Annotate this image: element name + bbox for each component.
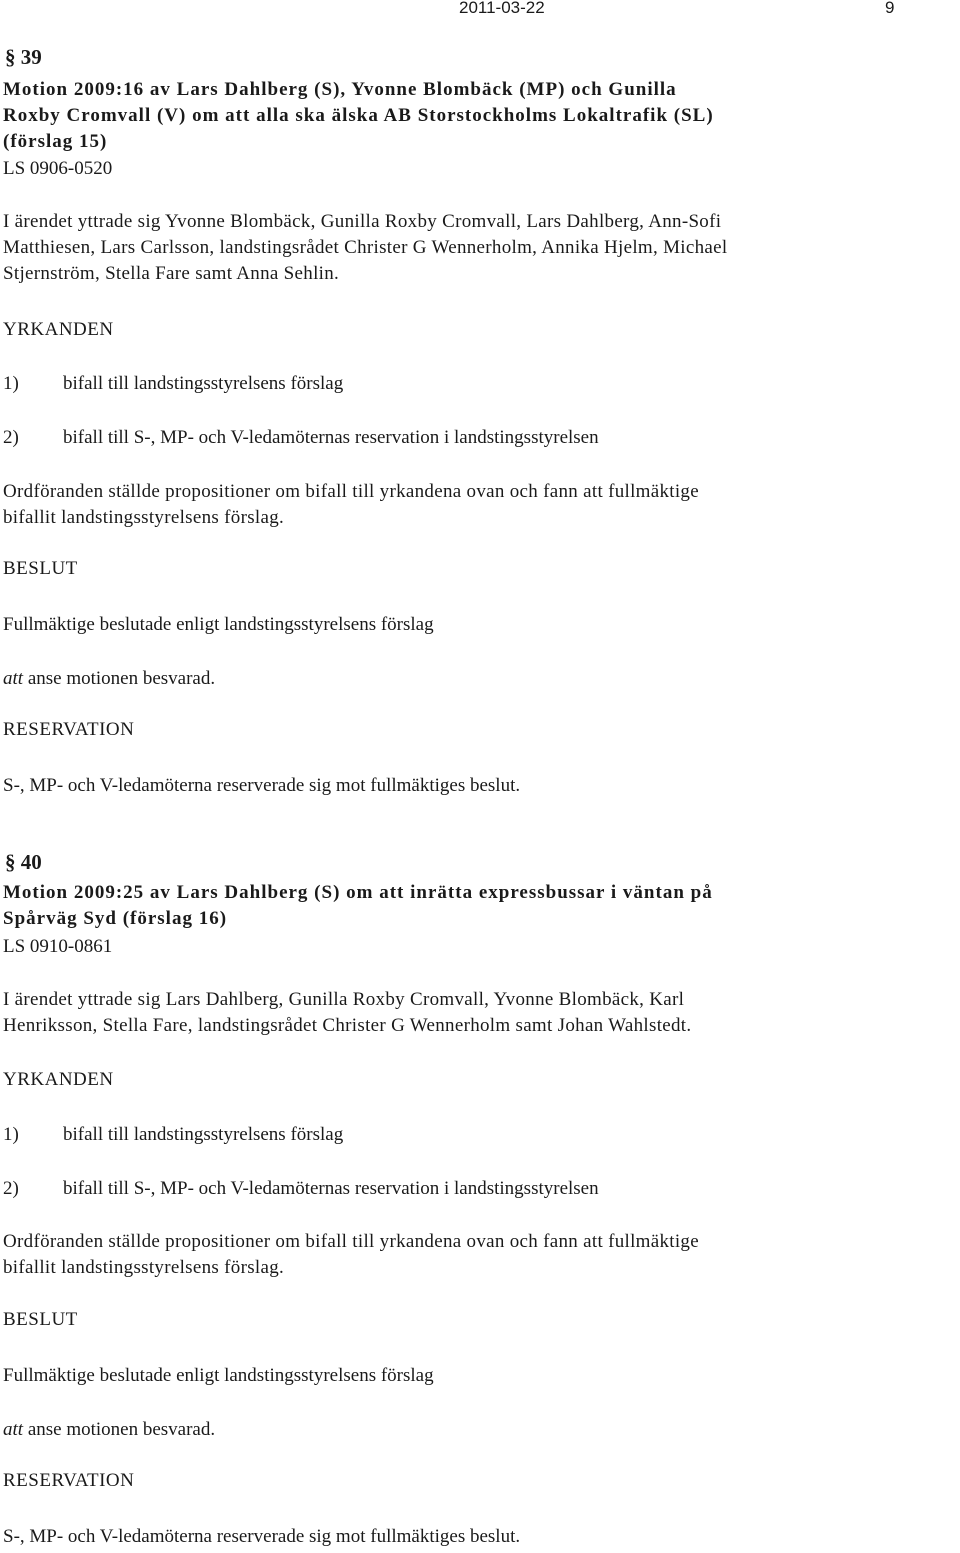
beslut-text: Fullmäktige beslutade enligt landstingsstyrelsens förslag xyxy=(3,1365,434,1386)
motion-title xyxy=(3,880,948,932)
section-number: § 40 xyxy=(5,850,42,874)
header-date: 2011-03-22 xyxy=(459,0,545,17)
page-header xyxy=(0,0,960,22)
proposition-paragraph xyxy=(3,479,948,531)
reservation-text: S-, MP- och V-ledamöterna reserverade sig mot fullmäktiges beslut. xyxy=(3,1526,521,1547)
motion-title-line: (förslag 15) xyxy=(3,131,108,152)
beslut-att-clause: att anse motionen besvarad. xyxy=(3,1419,216,1440)
beslut-heading: BESLUT xyxy=(3,1309,78,1330)
proposition-line: Ordföranden ställde propositioner om bifall till yrkandena ovan och fann att fullmäktige xyxy=(3,481,699,502)
section-number: § 39 xyxy=(5,45,42,69)
yrkanden-heading: YRKANDEN xyxy=(3,1069,114,1090)
speakers-line: Matthiesen, Lars Carlsson, landstingsrådet Christer G Wennerholm, Annika Hjelm, Michael xyxy=(3,237,728,258)
beslut-att-clause: att anse motionen besvarad. xyxy=(3,668,216,689)
motion-title xyxy=(3,77,948,155)
motion-title-line: Roxby Cromvall (V) om att alla ska älska AB Storstockholms Lokaltrafik (SL) xyxy=(3,105,714,126)
motion-title-line: Motion 2009:16 av Lars Dahlberg (S), Yvonne Blombäck (MP) och Gunilla xyxy=(3,79,677,100)
reservation-text: S-, MP- och V-ledamöterna reserverade sig mot fullmäktiges beslut. xyxy=(3,775,521,796)
speakers-paragraph xyxy=(3,209,948,287)
motion-title-line: Motion 2009:25 av Lars Dahlberg (S) om att inrätta expressbussar i väntan på xyxy=(3,882,713,903)
beslut-text: Fullmäktige beslutade enligt landstingsstyrelsens förslag xyxy=(3,614,434,635)
yrkanden-heading: YRKANDEN xyxy=(3,319,114,340)
beslut-heading: BESLUT xyxy=(3,558,78,579)
speakers-line: I ärendet yttrade sig Yvonne Blombäck, Gunilla Roxby Cromvall, Lars Dahlberg, Ann-Sofi xyxy=(3,211,722,232)
reservation-heading: RESERVATION xyxy=(3,1470,135,1491)
case-reference: LS 0906-0520 xyxy=(3,158,113,179)
proposition-paragraph xyxy=(3,1229,948,1281)
speakers-line: Henriksson, Stella Fare, landstingsrådet Christer G Wennerholm samt Johan Wahlstedt. xyxy=(3,1015,692,1036)
yrkande-item: 1) bifall till landstingsstyrelsens förslag xyxy=(3,1124,344,1145)
page-number: 9 xyxy=(885,0,895,17)
reservation-heading: RESERVATION xyxy=(3,719,135,740)
speakers-line: I ärendet yttrade sig Lars Dahlberg, Gunilla Roxby Cromvall, Yvonne Blombäck, Karl xyxy=(3,989,685,1010)
motion-title-line: Spårväg Syd (förslag 16) xyxy=(3,908,228,929)
case-reference: LS 0910-0861 xyxy=(3,936,113,957)
yrkande-item: 2) bifall till S-, MP- och V-ledamöternas reservation i landstingsstyrelsen xyxy=(3,1178,599,1199)
speakers-paragraph xyxy=(3,987,948,1039)
proposition-line: bifallit landstingsstyrelsens förslag. xyxy=(3,507,285,528)
yrkande-item: 1) bifall till landstingsstyrelsens förslag xyxy=(3,373,344,394)
proposition-line: bifallit landstingsstyrelsens förslag. xyxy=(3,1257,285,1278)
proposition-line: Ordföranden ställde propositioner om bifall till yrkandena ovan och fann att fullmäktige xyxy=(3,1231,699,1252)
speakers-line: Stjernström, Stella Fare samt Anna Sehlin. xyxy=(3,263,340,284)
yrkande-item: 2) bifall till S-, MP- och V-ledamöternas reservation i landstingsstyrelsen xyxy=(3,427,599,448)
